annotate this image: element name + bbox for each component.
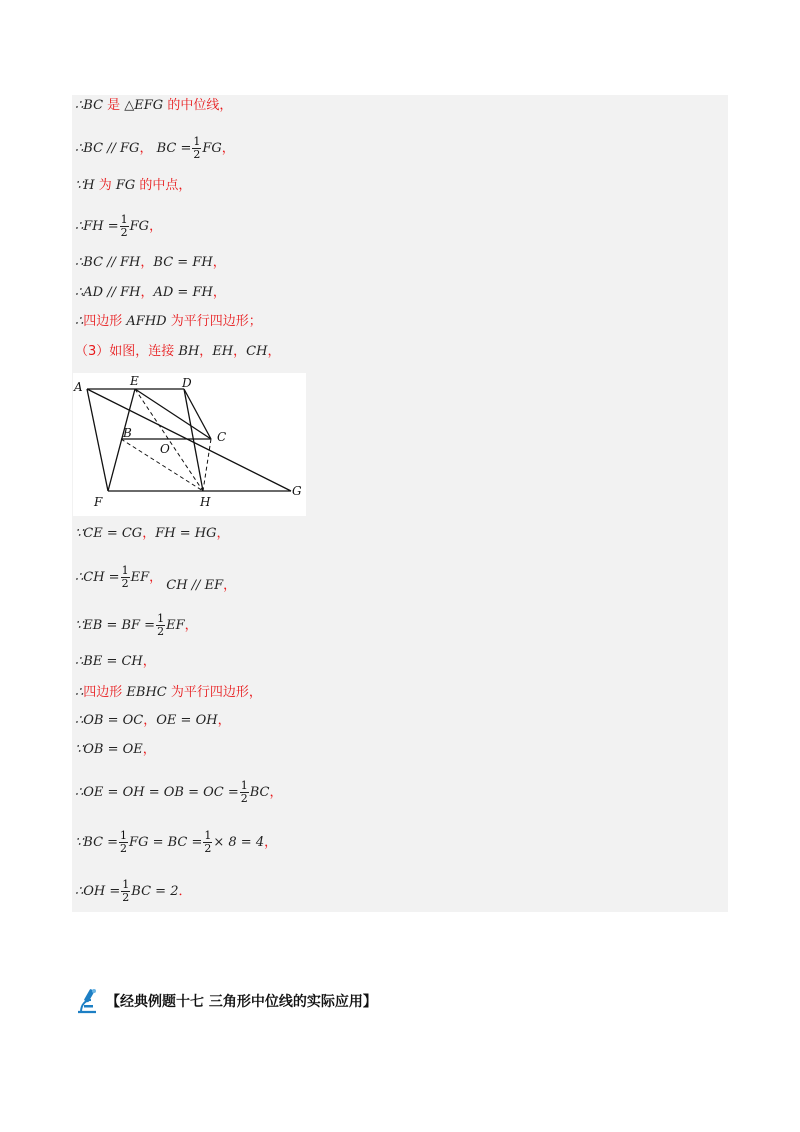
math: ∴ bbox=[75, 314, 84, 329]
text: 四边形 bbox=[83, 685, 127, 700]
section-title bbox=[72, 986, 377, 1016]
segment-af bbox=[87, 389, 108, 491]
math: ∵CE = CG bbox=[75, 526, 143, 541]
math: FG bbox=[115, 178, 136, 193]
math: FH = HG bbox=[155, 526, 217, 541]
math: AFHD bbox=[126, 314, 167, 329]
math: BC bbox=[249, 785, 270, 800]
geometry-figure bbox=[73, 373, 306, 516]
line-ce-cg bbox=[75, 526, 229, 542]
math: BC = FH bbox=[153, 255, 213, 270]
math: EH bbox=[212, 344, 234, 359]
line-eb-bf bbox=[75, 613, 198, 638]
math: ∵BC = bbox=[75, 835, 119, 850]
math: ∴OE = OH = OB = OC = bbox=[75, 785, 239, 800]
line-be-ch bbox=[75, 654, 156, 670]
line-all-equal bbox=[75, 780, 283, 805]
math: FG bbox=[202, 141, 222, 156]
text: ， bbox=[233, 344, 247, 359]
math: ∴BE = CH bbox=[75, 654, 143, 669]
math: BC = 2 bbox=[131, 884, 179, 899]
segment-ef bbox=[108, 389, 135, 491]
label-o: O bbox=[160, 442, 170, 456]
text: ， bbox=[143, 713, 157, 728]
math: EF bbox=[166, 618, 185, 633]
math: ∵EB = BF = bbox=[75, 618, 156, 633]
math: ∴OB = OC bbox=[75, 713, 144, 728]
text: ， bbox=[269, 785, 283, 800]
text: （3）如图，连接 bbox=[75, 344, 179, 359]
line-h-midpoint bbox=[75, 178, 191, 194]
line-bc-fh bbox=[75, 255, 226, 271]
label-c: C bbox=[217, 430, 227, 444]
line-part3 bbox=[75, 344, 280, 360]
fraction: $\frac{1}{2}$ bbox=[122, 878, 130, 904]
line-ad-fh bbox=[75, 285, 226, 301]
text: ， bbox=[142, 526, 156, 541]
math: × 8 = 4 bbox=[213, 835, 265, 850]
math: △EFG bbox=[124, 98, 164, 113]
label-f: F bbox=[94, 495, 103, 509]
fraction: $\frac{1}{2}$ bbox=[121, 564, 129, 590]
text: ， bbox=[267, 344, 281, 359]
math: CH bbox=[246, 344, 268, 359]
text: ， bbox=[184, 618, 198, 633]
math: EBHC bbox=[126, 685, 167, 700]
text: ， bbox=[142, 742, 156, 757]
math: ∴CH = bbox=[75, 570, 120, 585]
text: ， bbox=[216, 526, 230, 541]
math: ∴FH = bbox=[75, 219, 119, 234]
segment-ag bbox=[87, 389, 291, 491]
text: ， bbox=[149, 219, 163, 234]
text: ， bbox=[140, 255, 154, 270]
math: BH bbox=[178, 344, 200, 359]
line-midline bbox=[75, 98, 232, 114]
text: 是 bbox=[103, 98, 125, 113]
math: OE = OH bbox=[156, 713, 218, 728]
label-d: D bbox=[182, 376, 192, 390]
text: ． bbox=[178, 884, 192, 899]
label-g: G bbox=[292, 484, 302, 498]
math: ∴AD // FH bbox=[75, 285, 141, 300]
line-oh-value bbox=[75, 879, 191, 904]
line-ch bbox=[75, 564, 237, 593]
line-bc-parallel bbox=[75, 136, 235, 161]
section-title-text: 【经典例题十七 三角形中位线的实际应用】 bbox=[106, 994, 377, 1010]
label-h: H bbox=[200, 495, 211, 509]
line-ob-oe bbox=[75, 742, 156, 758]
text: ， bbox=[139, 141, 153, 156]
text: 为平行四边形； bbox=[166, 314, 262, 329]
text: ， bbox=[212, 285, 226, 300]
fraction: $\frac{1}{2}$ bbox=[120, 213, 128, 239]
fraction: $\frac{1}{2}$ bbox=[204, 829, 212, 855]
text: 为平行四边形， bbox=[166, 685, 262, 700]
segment-ch bbox=[203, 439, 211, 491]
text: ， bbox=[223, 578, 237, 593]
text: 的中位线， bbox=[163, 98, 233, 113]
fraction: $\frac{1}{2}$ bbox=[120, 829, 128, 855]
line-ob-oc bbox=[75, 713, 231, 729]
math: AD = FH bbox=[153, 285, 213, 300]
text: ， bbox=[142, 654, 156, 669]
text: ， bbox=[199, 344, 213, 359]
math: ∵OB = OE bbox=[75, 742, 143, 757]
line-afhd bbox=[75, 314, 262, 330]
line-ebhc bbox=[75, 685, 262, 701]
text: 的中点， bbox=[135, 178, 192, 193]
math: ∴ bbox=[75, 685, 84, 700]
math: ∴BC // FH bbox=[75, 255, 141, 270]
text: 为 bbox=[94, 178, 116, 193]
math: BC = bbox=[156, 141, 192, 156]
figure-svg bbox=[73, 373, 306, 516]
text: ， bbox=[212, 255, 226, 270]
text: ， bbox=[149, 570, 163, 585]
fraction: $\frac{1}{2}$ bbox=[157, 612, 165, 638]
text: ， bbox=[140, 285, 154, 300]
line-fh bbox=[75, 214, 162, 239]
line-bc-value bbox=[75, 830, 277, 855]
text: ， bbox=[221, 141, 235, 156]
label-a: A bbox=[74, 380, 83, 394]
math: FG = BC = bbox=[129, 835, 203, 850]
math: FG bbox=[129, 219, 150, 234]
math: ∴BC bbox=[75, 98, 104, 113]
fraction: $\frac{1}{2}$ bbox=[240, 779, 248, 805]
fraction: $\frac{1}{2}$ bbox=[193, 135, 201, 161]
segment-dh bbox=[184, 389, 203, 491]
label-b: B bbox=[123, 426, 132, 440]
text: 四边形 bbox=[83, 314, 127, 329]
math: CH // EF bbox=[166, 578, 224, 593]
text: ， bbox=[217, 713, 231, 728]
microscope-icon bbox=[72, 986, 102, 1016]
math: ∴BC // FG bbox=[75, 141, 140, 156]
math: ∴OH = bbox=[75, 884, 121, 899]
math: ∵H bbox=[75, 178, 95, 193]
label-e: E bbox=[130, 374, 139, 388]
math: EF bbox=[130, 570, 150, 585]
text: ， bbox=[264, 835, 278, 850]
